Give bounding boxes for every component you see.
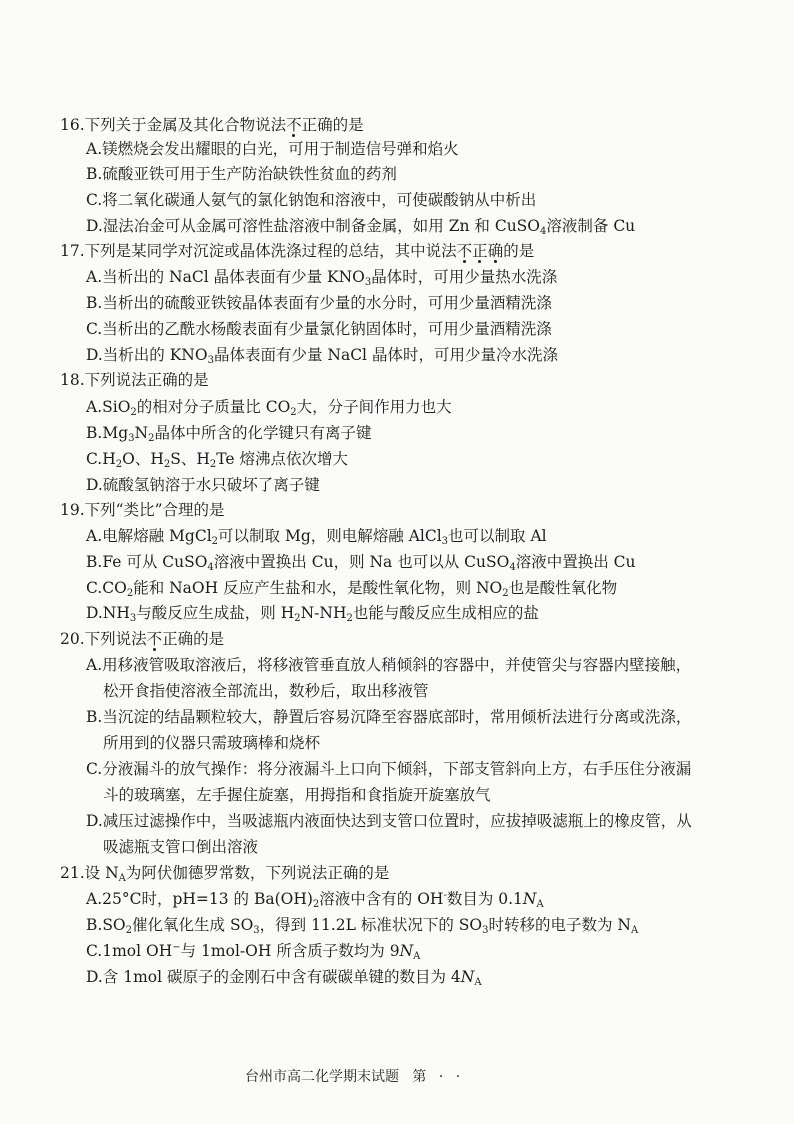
q17-option-c: C.当析出的乙酰水杨酸表面有少量氯化钠固体时，可用少量酒精洗涤 <box>86 320 552 338</box>
q18-option-d: D.硫酸氢钠溶于水只破坏了离子键 <box>86 476 320 494</box>
q21-option-c: C.1mol OH−与 1mol-OH 所含质子数均为 $9N_A$ <box>86 942 421 962</box>
emphasis-mark: 不 <box>286 116 302 134</box>
emphasis-mark: 不 <box>456 242 473 260</box>
q18-option-c: $C.H_2O$、$H_2S$、$H_2Te$ 熔沸点依次增大 <box>86 450 349 470</box>
q21-option-d: D.含 1mol 碳原子的金刚石中含有碳碳单键的数目为 $4N_A$ <box>86 968 482 988</box>
q19-stem: 19.下列“类比”合理的是 <box>60 501 225 519</box>
emphasis-mark: 确 <box>487 242 504 260</box>
q18-option-a: A.SiO$_2$的相对分子质量比 $CO_2$大，分子间作用力也大 <box>86 398 452 418</box>
q21-stem: 21.设 $N_A$为阿伏伽德罗常数，下列说法正确的是 <box>60 864 390 884</box>
q18-stem: 18.下列说法正确的是 <box>60 371 209 389</box>
q16-option-b: B.硫酸亚铁可用于生产防治缺铁性贫血的药剂 <box>86 165 397 183</box>
q21-option-a: A.25°C时，pH=13 的 $Ba(OH)_2$溶液中含有的 OH-数目为 $0.1N_A$ <box>86 890 544 910</box>
q19-option-a: A.电解熔融 MgCl$_2$可以制取 Mg，则电解熔融 AlCl$_3$也可以制取 Al <box>86 527 547 547</box>
q20-option-b-line1: B.当沉淀的结晶颗粒较大，静置后容易沉降至容器底部时，常用倾析法进行分离或洗涤， <box>86 708 692 726</box>
footer-title: 台州市高二化学期末试题 <box>245 1069 399 1085</box>
emphasis-mark: 不 <box>146 630 163 648</box>
q17-option-a: A.当析出的 NaCl 晶体表面有少量 $KNO_3$晶体时，可用少量热水洗涤 <box>86 268 558 288</box>
footer-page-number: 第 · · <box>412 1069 465 1085</box>
q20-stem: 20.下列说法不正确的是 <box>60 630 225 648</box>
q20-option-c-line2: 斗的玻璃塞，左手握住旋塞，用拇指和食指旋开旋塞放气 <box>103 786 491 804</box>
page-footer <box>245 1067 464 1087</box>
q16-option-c: C.将二氧化碳通人氨气的氯化钠饱和溶液中，可使碳酸钠从中析出 <box>86 191 537 209</box>
q17-stem: 17.下列是某同学对沉淀或晶体洗涤过程的总结，其中说法不正确的是 <box>60 242 535 260</box>
q19-option-c: $C.CO_2$能和 NaOH 反应产生盐和水，是酸性氧化物，则 $NO_2$也是酸性氧化物 <box>86 579 618 599</box>
q17-option-b: B.当析出的硫酸亚铁铵晶体表面有少量的水分时，可用少量酒精洗涤 <box>86 294 552 312</box>
q18-option-b: $B.Mg_3N_2$晶体中所含的化学键只有离子键 <box>86 424 372 444</box>
q21-option-b: $B.SO_2$催化氧化生成 $SO_3$，得到 11.2L 标准状况下的 $SO_3$时转移的电子数为 $N_A$ <box>86 916 639 936</box>
q16-stem: 16.下列关于金属及其化合物说法不正确的是 <box>60 116 364 134</box>
q20-option-d-line1: D.减压过滤操作中，当吸滤瓶内液面快达到支管口位置时，应拔掉吸滤瓶上的橡皮管，从 <box>86 812 692 830</box>
q20-option-d-line2: 吸滤瓶支管口倒出溶液 <box>103 838 259 856</box>
emphasis-mark: 正 <box>472 242 488 260</box>
q17-option-d: D.当析出的 $KNO_3$晶体表面有少量 NaCl 晶体时，可用少量冷水洗涤 <box>86 346 558 366</box>
q20-option-a-line2: 松开食指使溶液全部流出，数秒后，取出移液管 <box>103 682 429 700</box>
q19-option-d: $D.NH_3$与酸反应生成盐，则 $H_2N-NH_2$也能与酸反应生成相应的盐 <box>86 604 539 624</box>
q20-option-a-line1: A.用移液管吸取溶液后，将移液管垂直放人稍倾斜的容器中，并使管尖与容器内壁接触， <box>86 656 692 674</box>
q16-option-a: A.镁燃烧会发出耀眼的白光，可用于制造信号弹和焰火 <box>86 140 459 158</box>
q16-option-d: D.湿法冶金可从金属可溶性盐溶液中制备金属，如用 Zn 和 CuSO$_4$溶液制备 Cu <box>86 217 636 237</box>
q20-option-c-line1: C.分液漏斗的放气操作：将分液漏斗上口向下倾斜，下部支管斜向上方，右手压住分液漏 <box>86 760 692 778</box>
q19-option-b: B.Fe 可从 CuSO$_4$溶液中置换出 Cu，则 Na 也可以从 CuSO$_4$溶液中置换出 Cu <box>86 553 636 573</box>
q20-option-b-line2: 所用到的仪器只需玻璃棒和烧杯 <box>103 734 321 752</box>
